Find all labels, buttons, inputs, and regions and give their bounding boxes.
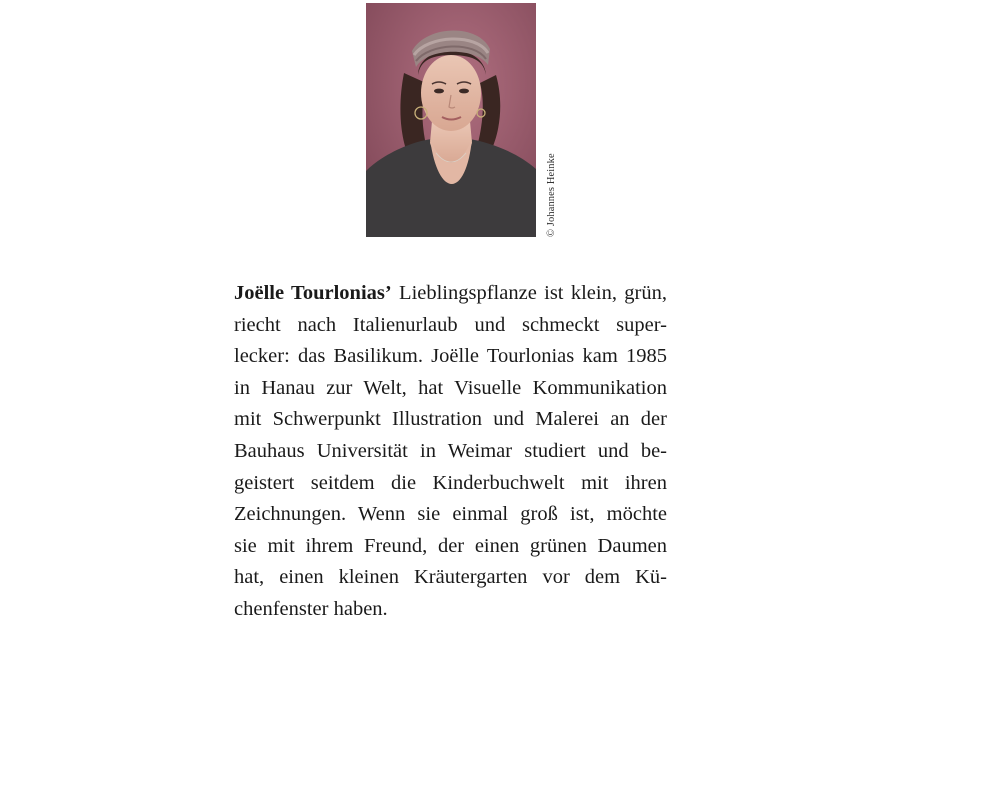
bio-line: Bauhaus Universität in Weimar studiert und be- bbox=[234, 439, 667, 462]
bio-line: geistert seitdem die Kinderbuchwelt mit ihren bbox=[234, 471, 667, 494]
photo-credit: © Johannes Heinke bbox=[546, 153, 557, 237]
bio-line: in Hanau zur Welt, hat Visuelle Kommunikation bbox=[234, 376, 667, 399]
bio-line: Zeichnungen. Wenn sie einmal groß ist, möchte bbox=[234, 503, 667, 526]
bio-line: mit Schwerpunkt Illustration und Malerei an der bbox=[234, 408, 667, 431]
bio-line: chenfenster haben. bbox=[234, 597, 388, 620]
bio-line: riecht nach Italienurlaub und schmeckt super- bbox=[234, 313, 667, 336]
bio-line: hat, einen kleinen Kräutergarten vor dem Kü- bbox=[234, 566, 667, 589]
bio-line: sie mit ihrem Freund, der einen grünen Daumen bbox=[234, 534, 667, 557]
bio-line: Joëlle Tourlonias’ Lieblingspflanze ist klein, grün, bbox=[234, 282, 667, 304]
bio-line: lecker: das Basilikum. Joëlle Tourlonias kam 1985 bbox=[234, 345, 667, 368]
author-biography bbox=[234, 278, 667, 626]
author-name: Joëlle Tourlonias’ bbox=[234, 282, 392, 304]
author-portrait-photo bbox=[366, 3, 536, 237]
